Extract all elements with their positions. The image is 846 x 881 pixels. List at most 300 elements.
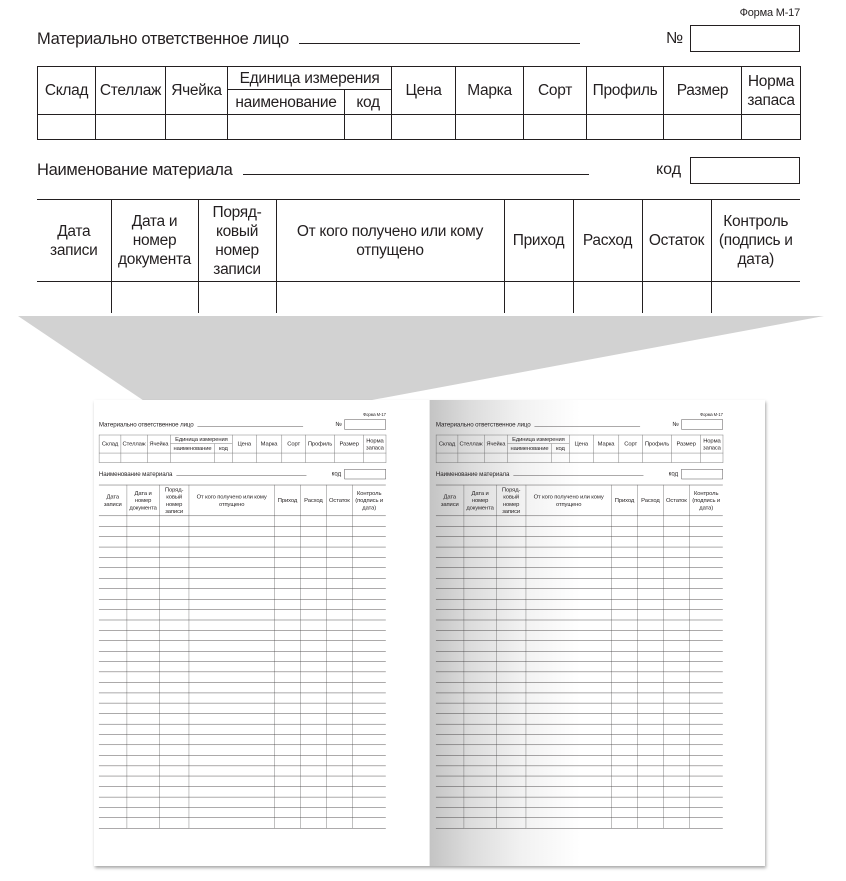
ledger-cell[interactable]	[189, 787, 275, 797]
ledger-cell[interactable]	[663, 755, 689, 765]
ledger-cell[interactable]	[159, 610, 188, 620]
ledger-cell[interactable]	[189, 599, 275, 609]
ledger-cell[interactable]	[99, 641, 127, 651]
ledger-cell[interactable]	[352, 682, 385, 692]
ledger-cell[interactable]	[189, 755, 275, 765]
ledger-cell[interactable]	[526, 620, 612, 630]
ledger-cell[interactable]	[326, 672, 352, 682]
ledger-cell[interactable]	[352, 641, 385, 651]
ledger-cell[interactable]	[159, 526, 188, 536]
ledger-cell[interactable]	[326, 703, 352, 713]
input-cell[interactable]	[643, 453, 672, 462]
ledger-cell[interactable]	[464, 776, 497, 786]
ledger-cell[interactable]	[689, 516, 722, 526]
ledger-cell[interactable]	[526, 703, 612, 713]
ledger-cell[interactable]	[99, 537, 127, 547]
ledger-cell[interactable]	[663, 651, 689, 661]
ledger-cell[interactable]	[689, 599, 722, 609]
ledger-cell[interactable]	[464, 693, 497, 703]
ledger-cell[interactable]	[637, 516, 663, 526]
ledger-cell[interactable]	[526, 818, 612, 828]
input-cell[interactable]	[99, 453, 121, 462]
ledger-cell[interactable]	[326, 766, 352, 776]
ledger-cell[interactable]	[127, 557, 160, 567]
ledger-cell[interactable]	[189, 568, 275, 578]
ledger-cell[interactable]	[159, 578, 188, 588]
ledger-cell[interactable]	[275, 745, 301, 755]
ledger-cell[interactable]	[464, 610, 497, 620]
ledger-cell[interactable]	[663, 537, 689, 547]
ledger-cell[interactable]	[689, 651, 722, 661]
ledger-cell[interactable]	[436, 589, 464, 599]
ledger-cell[interactable]	[159, 537, 188, 547]
ledger-cell[interactable]	[159, 662, 188, 672]
ledger-cell[interactable]	[352, 568, 385, 578]
ledger-cell[interactable]	[326, 755, 352, 765]
ledger-cell[interactable]	[496, 620, 525, 630]
ledger-cell[interactable]	[436, 797, 464, 807]
ledger-cell[interactable]	[436, 526, 464, 536]
ledger-cell[interactable]	[99, 516, 127, 526]
ledger-cell[interactable]	[352, 547, 385, 557]
ledger-cell[interactable]	[637, 724, 663, 734]
ledger-cell[interactable]	[300, 766, 326, 776]
ledger-cell[interactable]	[352, 610, 385, 620]
input-cell[interactable]	[593, 453, 619, 462]
ledger-cell[interactable]	[637, 662, 663, 672]
ledger-cell[interactable]	[464, 516, 497, 526]
ledger-cell[interactable]	[275, 537, 301, 547]
ledger-cell[interactable]	[637, 641, 663, 651]
ledger-cell[interactable]	[612, 672, 638, 682]
ledger-cell[interactable]	[436, 776, 464, 786]
ledger-cell[interactable]	[99, 526, 127, 536]
ledger-cell[interactable]	[189, 745, 275, 755]
ledger-cell[interactable]	[526, 547, 612, 557]
code-field[interactable]	[344, 469, 385, 479]
ledger-cell[interactable]	[352, 620, 385, 630]
ledger-cell[interactable]	[99, 547, 127, 557]
ledger-cell[interactable]	[326, 620, 352, 630]
ledger-cell[interactable]	[496, 734, 525, 744]
ledger-cell[interactable]	[99, 766, 127, 776]
ledger-cell[interactable]	[159, 599, 188, 609]
input-cell[interactable]	[171, 453, 215, 462]
ledger-cell[interactable]	[526, 682, 612, 692]
input-cell[interactable]	[552, 453, 570, 462]
ledger-cell[interactable]	[689, 745, 722, 755]
ledger-cell[interactable]	[464, 630, 497, 640]
ledger-cell[interactable]	[464, 641, 497, 651]
ledger-cell[interactable]	[637, 766, 663, 776]
ledger-cell[interactable]	[99, 589, 127, 599]
ledger-cell[interactable]	[127, 547, 160, 557]
ledger-cell[interactable]	[663, 578, 689, 588]
ledger-cell[interactable]	[99, 568, 127, 578]
ledger-cell[interactable]	[689, 734, 722, 744]
ledger-cell[interactable]	[637, 610, 663, 620]
ledger-cell[interactable]	[300, 776, 326, 786]
ledger-cell[interactable]	[637, 745, 663, 755]
ledger-cell[interactable]	[326, 776, 352, 786]
ledger-cell[interactable]	[436, 516, 464, 526]
ledger-cell[interactable]	[326, 807, 352, 817]
ledger-cell[interactable]	[689, 787, 722, 797]
ledger-cell[interactable]	[496, 818, 525, 828]
ledger-cell[interactable]	[159, 630, 188, 640]
ledger-cell[interactable]	[663, 745, 689, 755]
ledger-cell[interactable]	[300, 516, 326, 526]
ledger-cell[interactable]	[436, 682, 464, 692]
ledger-cell[interactable]	[189, 693, 275, 703]
ledger-cell[interactable]	[275, 714, 301, 724]
ledger-cell[interactable]	[612, 787, 638, 797]
ledger-cell[interactable]	[352, 776, 385, 786]
ledger-cell[interactable]	[612, 807, 638, 817]
input-cell[interactable]	[484, 453, 507, 462]
ledger-cell[interactable]	[689, 610, 722, 620]
ledger-cell[interactable]	[612, 589, 638, 599]
ledger-cell[interactable]	[689, 662, 722, 672]
ledger-cell[interactable]	[99, 578, 127, 588]
ledger-cell[interactable]	[436, 818, 464, 828]
ledger-cell[interactable]	[526, 745, 612, 755]
ledger-cell[interactable]	[127, 714, 160, 724]
ledger-cell[interactable]	[436, 734, 464, 744]
ledger-cell[interactable]	[496, 537, 525, 547]
ledger-cell[interactable]	[496, 578, 525, 588]
ledger-cell[interactable]	[189, 578, 275, 588]
ledger-cell[interactable]	[99, 693, 127, 703]
ledger-cell[interactable]	[526, 651, 612, 661]
ledger-cell[interactable]	[352, 755, 385, 765]
input-cell[interactable]	[306, 453, 335, 462]
ledger-cell[interactable]	[189, 641, 275, 651]
ledger-cell[interactable]	[99, 734, 127, 744]
ledger-cell[interactable]	[159, 755, 188, 765]
ledger-cell[interactable]	[352, 703, 385, 713]
ledger-cell[interactable]	[496, 641, 525, 651]
ledger-cell[interactable]	[275, 693, 301, 703]
ledger-cell[interactable]	[436, 641, 464, 651]
ledger-cell[interactable]	[436, 578, 464, 588]
ledger-cell[interactable]	[663, 641, 689, 651]
ledger-cell[interactable]	[689, 630, 722, 640]
ledger-cell[interactable]	[189, 516, 275, 526]
ledger-cell[interactable]	[464, 787, 497, 797]
ledger-cell[interactable]	[496, 787, 525, 797]
ledger-cell[interactable]	[612, 662, 638, 672]
ledger-cell[interactable]	[689, 693, 722, 703]
ledger-cell[interactable]	[326, 537, 352, 547]
ledger-cell[interactable]	[637, 599, 663, 609]
ledger-cell[interactable]	[663, 610, 689, 620]
ledger-cell[interactable]	[99, 682, 127, 692]
ledger-cell[interactable]	[612, 578, 638, 588]
ledger-cell[interactable]	[352, 537, 385, 547]
ledger-cell[interactable]	[612, 766, 638, 776]
ledger-cell[interactable]	[689, 620, 722, 630]
ledger-cell[interactable]	[496, 662, 525, 672]
ledger-cell[interactable]	[159, 797, 188, 807]
ledger-cell[interactable]	[275, 641, 301, 651]
material-name-field[interactable]	[513, 470, 643, 476]
ledger-cell[interactable]	[689, 672, 722, 682]
ledger-cell[interactable]	[127, 787, 160, 797]
input-cell[interactable]	[282, 453, 306, 462]
ledger-cell[interactable]	[99, 703, 127, 713]
ledger-cell[interactable]	[159, 589, 188, 599]
ledger-cell[interactable]	[300, 787, 326, 797]
ledger-cell[interactable]	[496, 651, 525, 661]
ledger-cell[interactable]	[526, 630, 612, 640]
ledger-cell[interactable]	[612, 610, 638, 620]
ledger-cell[interactable]	[436, 766, 464, 776]
ledger-cell[interactable]	[464, 672, 497, 682]
ledger-cell[interactable]	[189, 724, 275, 734]
ledger-cell[interactable]	[127, 672, 160, 682]
ledger-cell[interactable]	[436, 557, 464, 567]
ledger-cell[interactable]	[689, 766, 722, 776]
ledger-cell[interactable]	[159, 620, 188, 630]
ledger-cell[interactable]	[159, 776, 188, 786]
ledger-cell[interactable]	[189, 776, 275, 786]
ledger-cell[interactable]	[326, 797, 352, 807]
ledger-cell[interactable]	[326, 693, 352, 703]
ledger-cell[interactable]	[526, 516, 612, 526]
ledger-cell[interactable]	[464, 651, 497, 661]
ledger-cell[interactable]	[99, 776, 127, 786]
ledger-cell[interactable]	[275, 526, 301, 536]
ledger-cell[interactable]	[352, 734, 385, 744]
input-cell[interactable]	[256, 453, 282, 462]
ledger-cell[interactable]	[526, 599, 612, 609]
ledger-cell[interactable]	[526, 672, 612, 682]
ledger-cell[interactable]	[436, 537, 464, 547]
ledger-cell[interactable]	[300, 568, 326, 578]
ledger-cell[interactable]	[526, 807, 612, 817]
ledger-cell[interactable]	[612, 703, 638, 713]
ledger-cell[interactable]	[352, 516, 385, 526]
ledger-cell[interactable]	[663, 662, 689, 672]
ledger-cell[interactable]	[526, 610, 612, 620]
ledger-cell[interactable]	[436, 610, 464, 620]
ledger-cell[interactable]	[496, 755, 525, 765]
ledger-cell[interactable]	[663, 589, 689, 599]
ledger-cell[interactable]	[637, 797, 663, 807]
ledger-cell[interactable]	[689, 682, 722, 692]
ledger-cell[interactable]	[612, 797, 638, 807]
ledger-cell[interactable]	[99, 651, 127, 661]
ledger-cell[interactable]	[159, 807, 188, 817]
ledger-cell[interactable]	[496, 516, 525, 526]
responsible-person-field[interactable]	[198, 421, 304, 427]
ledger-cell[interactable]	[127, 578, 160, 588]
input-cell[interactable]	[671, 453, 700, 462]
ledger-cell[interactable]	[689, 547, 722, 557]
ledger-cell[interactable]	[99, 714, 127, 724]
ledger-cell[interactable]	[689, 755, 722, 765]
ledger-cell[interactable]	[526, 693, 612, 703]
ledger-cell[interactable]	[300, 630, 326, 640]
ledger-cell[interactable]	[300, 578, 326, 588]
ledger-cell[interactable]	[464, 755, 497, 765]
ledger-cell[interactable]	[637, 807, 663, 817]
ledger-cell[interactable]	[496, 682, 525, 692]
ledger-cell[interactable]	[496, 807, 525, 817]
ledger-cell[interactable]	[275, 610, 301, 620]
ledger-cell[interactable]	[352, 693, 385, 703]
ledger-cell[interactable]	[127, 526, 160, 536]
ledger-cell[interactable]	[637, 714, 663, 724]
ledger-cell[interactable]	[526, 578, 612, 588]
ledger-cell[interactable]	[496, 630, 525, 640]
ledger-cell[interactable]	[99, 755, 127, 765]
input-cell[interactable]	[232, 453, 256, 462]
ledger-cell[interactable]	[526, 776, 612, 786]
ledger-cell[interactable]	[127, 755, 160, 765]
ledger-cell[interactable]	[436, 807, 464, 817]
ledger-cell[interactable]	[464, 589, 497, 599]
ledger-cell[interactable]	[496, 589, 525, 599]
input-cell[interactable]	[215, 453, 233, 462]
ledger-cell[interactable]	[352, 651, 385, 661]
ledger-cell[interactable]	[496, 568, 525, 578]
ledger-cell[interactable]	[127, 610, 160, 620]
input-cell[interactable]	[701, 453, 723, 462]
ledger-cell[interactable]	[612, 526, 638, 536]
ledger-cell[interactable]	[275, 703, 301, 713]
ledger-cell[interactable]	[189, 766, 275, 776]
ledger-cell[interactable]	[127, 662, 160, 672]
ledger-cell[interactable]	[275, 724, 301, 734]
ledger-cell[interactable]	[464, 557, 497, 567]
ledger-cell[interactable]	[612, 568, 638, 578]
ledger-cell[interactable]	[189, 818, 275, 828]
ledger-cell[interactable]	[689, 797, 722, 807]
ledger-cell[interactable]	[127, 651, 160, 661]
ledger-cell[interactable]	[127, 516, 160, 526]
ledger-cell[interactable]	[275, 620, 301, 630]
ledger-cell[interactable]	[159, 714, 188, 724]
ledger-cell[interactable]	[436, 568, 464, 578]
ledger-cell[interactable]	[612, 630, 638, 640]
ledger-cell[interactable]	[526, 557, 612, 567]
ledger-cell[interactable]	[352, 578, 385, 588]
ledger-cell[interactable]	[352, 714, 385, 724]
responsible-person-field[interactable]	[535, 421, 641, 427]
ledger-cell[interactable]	[612, 734, 638, 744]
ledger-cell[interactable]	[352, 526, 385, 536]
ledger-cell[interactable]	[127, 641, 160, 651]
ledger-cell[interactable]	[99, 797, 127, 807]
ledger-cell[interactable]	[496, 599, 525, 609]
ledger-cell[interactable]	[436, 599, 464, 609]
ledger-cell[interactable]	[300, 589, 326, 599]
ledger-cell[interactable]	[159, 672, 188, 682]
ledger-cell[interactable]	[189, 526, 275, 536]
ledger-cell[interactable]	[326, 568, 352, 578]
ledger-cell[interactable]	[663, 557, 689, 567]
ledger-cell[interactable]	[99, 662, 127, 672]
input-cell[interactable]	[364, 453, 386, 462]
ledger-cell[interactable]	[159, 766, 188, 776]
ledger-cell[interactable]	[159, 745, 188, 755]
ledger-cell[interactable]	[637, 651, 663, 661]
ledger-cell[interactable]	[300, 724, 326, 734]
ledger-cell[interactable]	[464, 620, 497, 630]
ledger-cell[interactable]	[464, 568, 497, 578]
ledger-cell[interactable]	[464, 547, 497, 557]
ledger-cell[interactable]	[612, 641, 638, 651]
ledger-cell[interactable]	[663, 724, 689, 734]
ledger-cell[interactable]	[612, 516, 638, 526]
ledger-cell[interactable]	[436, 630, 464, 640]
ledger-cell[interactable]	[637, 734, 663, 744]
ledger-cell[interactable]	[159, 568, 188, 578]
ledger-cell[interactable]	[612, 776, 638, 786]
ledger-cell[interactable]	[275, 672, 301, 682]
ledger-cell[interactable]	[189, 620, 275, 630]
ledger-cell[interactable]	[159, 818, 188, 828]
ledger-cell[interactable]	[99, 620, 127, 630]
ledger-cell[interactable]	[99, 787, 127, 797]
input-cell[interactable]	[619, 453, 643, 462]
ledger-cell[interactable]	[326, 516, 352, 526]
ledger-cell[interactable]	[663, 526, 689, 536]
ledger-cell[interactable]	[496, 526, 525, 536]
ledger-cell[interactable]	[352, 724, 385, 734]
ledger-cell[interactable]	[127, 745, 160, 755]
ledger-cell[interactable]	[436, 662, 464, 672]
ledger-cell[interactable]	[526, 568, 612, 578]
ledger-cell[interactable]	[159, 641, 188, 651]
ledger-cell[interactable]	[526, 766, 612, 776]
ledger-cell[interactable]	[275, 766, 301, 776]
ledger-cell[interactable]	[637, 682, 663, 692]
ledger-cell[interactable]	[637, 787, 663, 797]
ledger-cell[interactable]	[637, 568, 663, 578]
ledger-cell[interactable]	[637, 630, 663, 640]
ledger-cell[interactable]	[300, 526, 326, 536]
ledger-cell[interactable]	[689, 724, 722, 734]
ledger-cell[interactable]	[663, 766, 689, 776]
ledger-cell[interactable]	[496, 693, 525, 703]
ledger-cell[interactable]	[612, 537, 638, 547]
ledger-cell[interactable]	[189, 703, 275, 713]
material-name-field[interactable]	[176, 470, 306, 476]
ledger-cell[interactable]	[189, 557, 275, 567]
ledger-cell[interactable]	[496, 610, 525, 620]
ledger-cell[interactable]	[300, 547, 326, 557]
ledger-cell[interactable]	[275, 516, 301, 526]
ledger-cell[interactable]	[300, 797, 326, 807]
ledger-cell[interactable]	[526, 797, 612, 807]
ledger-cell[interactable]	[275, 578, 301, 588]
ledger-cell[interactable]	[300, 693, 326, 703]
ledger-cell[interactable]	[300, 672, 326, 682]
ledger-cell[interactable]	[689, 714, 722, 724]
ledger-cell[interactable]	[436, 620, 464, 630]
ledger-cell[interactable]	[496, 672, 525, 682]
ledger-cell[interactable]	[99, 630, 127, 640]
ledger-cell[interactable]	[275, 599, 301, 609]
input-cell[interactable]	[508, 453, 552, 462]
ledger-cell[interactable]	[496, 797, 525, 807]
ledger-cell[interactable]	[326, 578, 352, 588]
ledger-cell[interactable]	[159, 734, 188, 744]
ledger-cell[interactable]	[612, 620, 638, 630]
